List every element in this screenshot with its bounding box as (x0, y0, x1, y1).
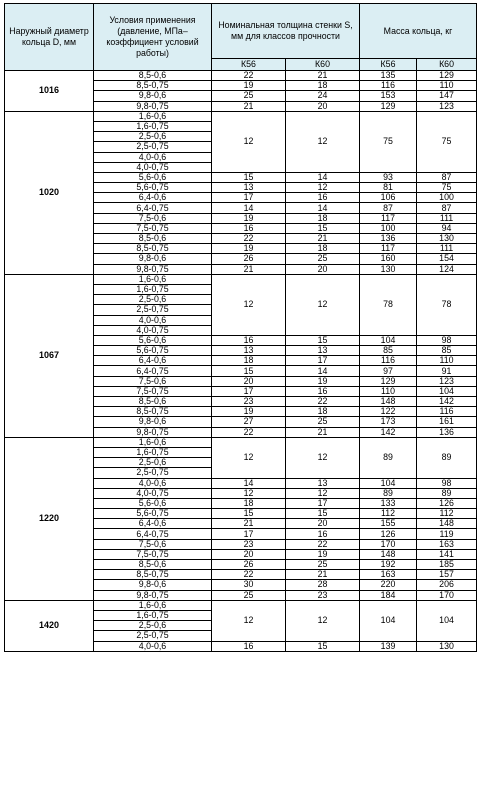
condition-cell: 9,8-0,6 (94, 417, 212, 427)
wall-k56-cell: 14 (212, 478, 286, 488)
wall-k60-cell: 25 (286, 417, 360, 427)
condition-cell: 4,0-0,6 (94, 152, 212, 162)
condition-cell: 4,0-0,75 (94, 325, 212, 335)
condition-cell: 4,0-0,75 (94, 162, 212, 172)
mass-k60-cell: 110 (417, 81, 477, 91)
mass-k60-cell: 126 (417, 498, 477, 508)
mass-k56-cell: 100 (360, 223, 417, 233)
table-row (5, 600, 477, 610)
mass-k56-cell: 122 (360, 407, 417, 417)
condition-cell: 2,5-0,6 (94, 458, 212, 468)
wall-k56-cell: 25 (212, 590, 286, 600)
wall-k56-cell: 27 (212, 417, 286, 427)
wall-k56-cell: 26 (212, 560, 286, 570)
wall-k60-cell: 18 (286, 244, 360, 254)
mass-k60-cell: 75 (417, 111, 477, 172)
condition-cell: 1,6-0,75 (94, 447, 212, 457)
condition-cell: 9,8-0,75 (94, 590, 212, 600)
mass-k56-cell: 110 (360, 386, 417, 396)
mass-k56-cell: 155 (360, 519, 417, 529)
wall-k60-cell: 17 (286, 498, 360, 508)
condition-cell: 9,8-0,75 (94, 101, 212, 111)
condition-cell: 8,5-0,75 (94, 81, 212, 91)
condition-cell: 7,5-0,6 (94, 213, 212, 223)
mass-k56-cell: 142 (360, 427, 417, 437)
condition-cell: 5,6-0,6 (94, 172, 212, 182)
wall-k56-cell: 18 (212, 498, 286, 508)
header-diameter: Наружный диаметр кольца D, мм (5, 4, 94, 71)
condition-cell: 9,8-0,75 (94, 427, 212, 437)
mass-k60-cell: 136 (417, 427, 477, 437)
table-row (5, 71, 477, 81)
condition-cell: 1,6-0,6 (94, 111, 212, 121)
mass-k60-cell: 89 (417, 488, 477, 498)
mass-k56-cell: 148 (360, 549, 417, 559)
mass-k60-cell: 87 (417, 172, 477, 182)
mass-k60-cell: 98 (417, 335, 477, 345)
mass-k56-cell: 148 (360, 397, 417, 407)
wall-k60-cell: 19 (286, 549, 360, 559)
wall-k60-cell: 16 (286, 386, 360, 396)
diameter-cell: 1220 (5, 437, 94, 600)
wall-k56-cell: 30 (212, 580, 286, 590)
wall-k56-cell: 22 (212, 570, 286, 580)
mass-k56-cell: 135 (360, 71, 417, 81)
condition-cell: 2,5-0,75 (94, 142, 212, 152)
wall-k56-cell: 26 (212, 254, 286, 264)
condition-cell: 7,5-0,6 (94, 376, 212, 386)
condition-cell: 2,5-0,75 (94, 468, 212, 478)
wall-k56-cell: 17 (212, 529, 286, 539)
mass-k60-cell: 142 (417, 397, 477, 407)
mass-k56-cell: 220 (360, 580, 417, 590)
mass-k56-cell: 139 (360, 641, 417, 651)
condition-cell: 5,6-0,6 (94, 498, 212, 508)
mass-k60-cell: 100 (417, 193, 477, 203)
wall-k56-cell: 12 (212, 488, 286, 498)
diameter-cell: 1067 (5, 274, 94, 437)
condition-cell: 1,6-0,75 (94, 610, 212, 620)
wall-k60-cell: 21 (286, 427, 360, 437)
mass-k60-cell: 75 (417, 183, 477, 193)
condition-cell: 2,5-0,6 (94, 132, 212, 142)
condition-cell: 9,8-0,6 (94, 580, 212, 590)
wall-k56-cell: 21 (212, 264, 286, 274)
wall-k60-cell: 25 (286, 254, 360, 264)
wall-k60-cell: 22 (286, 539, 360, 549)
wall-k60-cell: 25 (286, 560, 360, 570)
mass-k56-cell: 126 (360, 529, 417, 539)
mass-k56-cell: 184 (360, 590, 417, 600)
mass-k56-cell: 117 (360, 213, 417, 223)
mass-k56-cell: 129 (360, 101, 417, 111)
mass-k60-cell: 170 (417, 590, 477, 600)
wall-k56-cell: 15 (212, 366, 286, 376)
mass-k56-cell: 93 (360, 172, 417, 182)
mass-k56-cell: 117 (360, 244, 417, 254)
wall-k56-cell: 22 (212, 427, 286, 437)
wall-k60-cell: 15 (286, 223, 360, 233)
condition-cell: 7,5-0,75 (94, 386, 212, 396)
wall-k60-cell: 12 (286, 274, 360, 335)
mass-k60-cell: 104 (417, 386, 477, 396)
wall-k56-cell: 13 (212, 346, 286, 356)
wall-k60-cell: 14 (286, 366, 360, 376)
mass-k60-cell: 110 (417, 356, 477, 366)
header-mass-k60: К60 (417, 59, 477, 71)
condition-cell: 2,5-0,75 (94, 631, 212, 641)
wall-k60-cell: 28 (286, 580, 360, 590)
wall-k56-cell: 18 (212, 356, 286, 366)
condition-cell: 6,4-0,6 (94, 193, 212, 203)
wall-k60-cell: 12 (286, 488, 360, 498)
mass-k60-cell: 163 (417, 539, 477, 549)
header-wall-k56: К56 (212, 59, 286, 71)
wall-k56-cell: 16 (212, 223, 286, 233)
wall-k56-cell: 12 (212, 274, 286, 335)
mass-k56-cell: 112 (360, 509, 417, 519)
wall-k60-cell: 14 (286, 203, 360, 213)
wall-k56-cell: 19 (212, 407, 286, 417)
wall-k56-cell: 19 (212, 81, 286, 91)
mass-k60-cell: 112 (417, 509, 477, 519)
wall-k56-cell: 19 (212, 244, 286, 254)
mass-k60-cell: 116 (417, 407, 477, 417)
condition-cell: 1,6-0,6 (94, 600, 212, 610)
mass-k60-cell: 130 (417, 641, 477, 651)
condition-cell: 8,5-0,75 (94, 570, 212, 580)
mass-k60-cell: 124 (417, 264, 477, 274)
wall-k56-cell: 12 (212, 111, 286, 172)
wall-k56-cell: 16 (212, 335, 286, 345)
condition-cell: 8,5-0,75 (94, 244, 212, 254)
mass-k60-cell: 111 (417, 244, 477, 254)
condition-cell: 6,4-0,6 (94, 356, 212, 366)
header-ring-mass: Масса кольца, кг (360, 4, 477, 59)
condition-cell: 1,6-0,6 (94, 437, 212, 447)
mass-k56-cell: 106 (360, 193, 417, 203)
mass-k56-cell: 116 (360, 356, 417, 366)
wall-k60-cell: 20 (286, 264, 360, 274)
mass-k56-cell: 104 (360, 478, 417, 488)
wall-k60-cell: 12 (286, 437, 360, 478)
wall-k60-cell: 22 (286, 397, 360, 407)
condition-cell: 5,6-0,75 (94, 509, 212, 519)
mass-k60-cell: 98 (417, 478, 477, 488)
mass-k56-cell: 160 (360, 254, 417, 264)
wall-k60-cell: 20 (286, 101, 360, 111)
wall-k60-cell: 19 (286, 376, 360, 386)
mass-k56-cell: 136 (360, 234, 417, 244)
mass-k56-cell: 78 (360, 274, 417, 335)
wall-k56-cell: 17 (212, 386, 286, 396)
wall-k56-cell: 15 (212, 172, 286, 182)
table-row (5, 111, 477, 121)
mass-k56-cell: 104 (360, 335, 417, 345)
mass-k60-cell: 141 (417, 549, 477, 559)
condition-cell: 4,0-0,6 (94, 641, 212, 651)
wall-k56-cell: 13 (212, 183, 286, 193)
mass-k60-cell: 148 (417, 519, 477, 529)
condition-cell: 2,5-0,75 (94, 305, 212, 315)
mass-k56-cell: 153 (360, 91, 417, 101)
mass-k56-cell: 81 (360, 183, 417, 193)
mass-k60-cell: 123 (417, 376, 477, 386)
ring-spec-table (4, 3, 477, 652)
mass-k60-cell: 78 (417, 274, 477, 335)
condition-cell: 6,4-0,75 (94, 529, 212, 539)
mass-k56-cell: 163 (360, 570, 417, 580)
wall-k60-cell: 14 (286, 172, 360, 182)
mass-k60-cell: 119 (417, 529, 477, 539)
wall-k60-cell: 15 (286, 335, 360, 345)
mass-k56-cell: 97 (360, 366, 417, 376)
mass-k60-cell: 185 (417, 560, 477, 570)
mass-k56-cell: 104 (360, 600, 417, 641)
mass-k60-cell: 157 (417, 570, 477, 580)
wall-k60-cell: 21 (286, 570, 360, 580)
condition-cell: 2,5-0,6 (94, 295, 212, 305)
mass-k56-cell: 170 (360, 539, 417, 549)
header-wall-thickness: Номинальная толщина стенки S, мм для классов прочности (212, 4, 360, 59)
condition-cell: 8,5-0,75 (94, 407, 212, 417)
wall-k60-cell: 23 (286, 590, 360, 600)
wall-k60-cell: 17 (286, 356, 360, 366)
wall-k60-cell: 21 (286, 234, 360, 244)
wall-k56-cell: 22 (212, 234, 286, 244)
mass-k60-cell: 104 (417, 600, 477, 641)
wall-k56-cell: 23 (212, 397, 286, 407)
condition-cell: 1,6-0,75 (94, 121, 212, 131)
table-row (5, 274, 477, 284)
wall-k60-cell: 18 (286, 213, 360, 223)
wall-k56-cell: 14 (212, 203, 286, 213)
condition-cell: 5,6-0,75 (94, 183, 212, 193)
condition-cell: 9,8-0,6 (94, 91, 212, 101)
mass-k56-cell: 173 (360, 417, 417, 427)
wall-k56-cell: 21 (212, 101, 286, 111)
condition-cell: 2,5-0,6 (94, 621, 212, 631)
diameter-cell: 1420 (5, 600, 94, 651)
condition-cell: 7,5-0,75 (94, 549, 212, 559)
mass-k56-cell: 133 (360, 498, 417, 508)
mass-k56-cell: 75 (360, 111, 417, 172)
diameter-cell: 1020 (5, 111, 94, 274)
wall-k60-cell: 12 (286, 183, 360, 193)
header-mass-k56: К56 (360, 59, 417, 71)
mass-k56-cell: 89 (360, 488, 417, 498)
wall-k56-cell: 12 (212, 437, 286, 478)
mass-k60-cell: 161 (417, 417, 477, 427)
mass-k60-cell: 89 (417, 437, 477, 478)
condition-cell: 4,0-0,6 (94, 478, 212, 488)
mass-k60-cell: 87 (417, 203, 477, 213)
condition-cell: 6,4-0,75 (94, 203, 212, 213)
mass-k60-cell: 94 (417, 223, 477, 233)
condition-cell: 1,6-0,6 (94, 274, 212, 284)
wall-k60-cell: 12 (286, 600, 360, 641)
mass-k56-cell: 87 (360, 203, 417, 213)
wall-k60-cell: 16 (286, 193, 360, 203)
wall-k60-cell: 24 (286, 91, 360, 101)
condition-cell: 5,6-0,6 (94, 335, 212, 345)
condition-cell: 7,5-0,75 (94, 223, 212, 233)
wall-k56-cell: 17 (212, 193, 286, 203)
condition-cell: 6,4-0,75 (94, 366, 212, 376)
condition-cell: 8,5-0,6 (94, 234, 212, 244)
mass-k60-cell: 129 (417, 71, 477, 81)
mass-k60-cell: 111 (417, 213, 477, 223)
condition-cell: 5,6-0,75 (94, 346, 212, 356)
condition-cell: 6,4-0,6 (94, 519, 212, 529)
wall-k60-cell: 20 (286, 519, 360, 529)
wall-k56-cell: 15 (212, 509, 286, 519)
condition-cell: 8,5-0,6 (94, 71, 212, 81)
mass-k60-cell: 206 (417, 580, 477, 590)
wall-k60-cell: 18 (286, 407, 360, 417)
table-row (5, 437, 477, 447)
wall-k60-cell: 21 (286, 71, 360, 81)
wall-k60-cell: 13 (286, 346, 360, 356)
mass-k60-cell: 147 (417, 91, 477, 101)
condition-cell: 7,5-0,6 (94, 539, 212, 549)
mass-k56-cell: 130 (360, 264, 417, 274)
condition-cell: 4,0-0,75 (94, 488, 212, 498)
wall-k56-cell: 20 (212, 376, 286, 386)
wall-k60-cell: 16 (286, 529, 360, 539)
diameter-cell: 1016 (5, 71, 94, 112)
header-conditions: Условия применения (давление, МПа–коэффициент условий работы) (94, 4, 212, 71)
mass-k60-cell: 154 (417, 254, 477, 264)
mass-k56-cell: 116 (360, 81, 417, 91)
wall-k60-cell: 12 (286, 111, 360, 172)
table-body (5, 71, 477, 652)
wall-k60-cell: 18 (286, 81, 360, 91)
wall-k56-cell: 21 (212, 519, 286, 529)
wall-k56-cell: 22 (212, 71, 286, 81)
mass-k56-cell: 129 (360, 376, 417, 386)
mass-k60-cell: 123 (417, 101, 477, 111)
condition-cell: 8,5-0,6 (94, 560, 212, 570)
condition-cell: 9,8-0,6 (94, 254, 212, 264)
wall-k56-cell: 12 (212, 600, 286, 641)
wall-k60-cell: 13 (286, 478, 360, 488)
condition-cell: 4,0-0,6 (94, 315, 212, 325)
wall-k56-cell: 20 (212, 549, 286, 559)
condition-cell: 1,6-0,75 (94, 284, 212, 294)
mass-k56-cell: 85 (360, 346, 417, 356)
wall-k60-cell: 15 (286, 509, 360, 519)
wall-k56-cell: 19 (212, 213, 286, 223)
mass-k60-cell: 91 (417, 366, 477, 376)
condition-cell: 9,8-0,75 (94, 264, 212, 274)
mass-k60-cell: 130 (417, 234, 477, 244)
wall-k56-cell: 25 (212, 91, 286, 101)
mass-k60-cell: 85 (417, 346, 477, 356)
mass-k56-cell: 192 (360, 560, 417, 570)
mass-k56-cell: 89 (360, 437, 417, 478)
wall-k60-cell: 15 (286, 641, 360, 651)
condition-cell: 8,5-0,6 (94, 397, 212, 407)
header-wall-k60: К60 (286, 59, 360, 71)
wall-k56-cell: 16 (212, 641, 286, 651)
wall-k56-cell: 23 (212, 539, 286, 549)
